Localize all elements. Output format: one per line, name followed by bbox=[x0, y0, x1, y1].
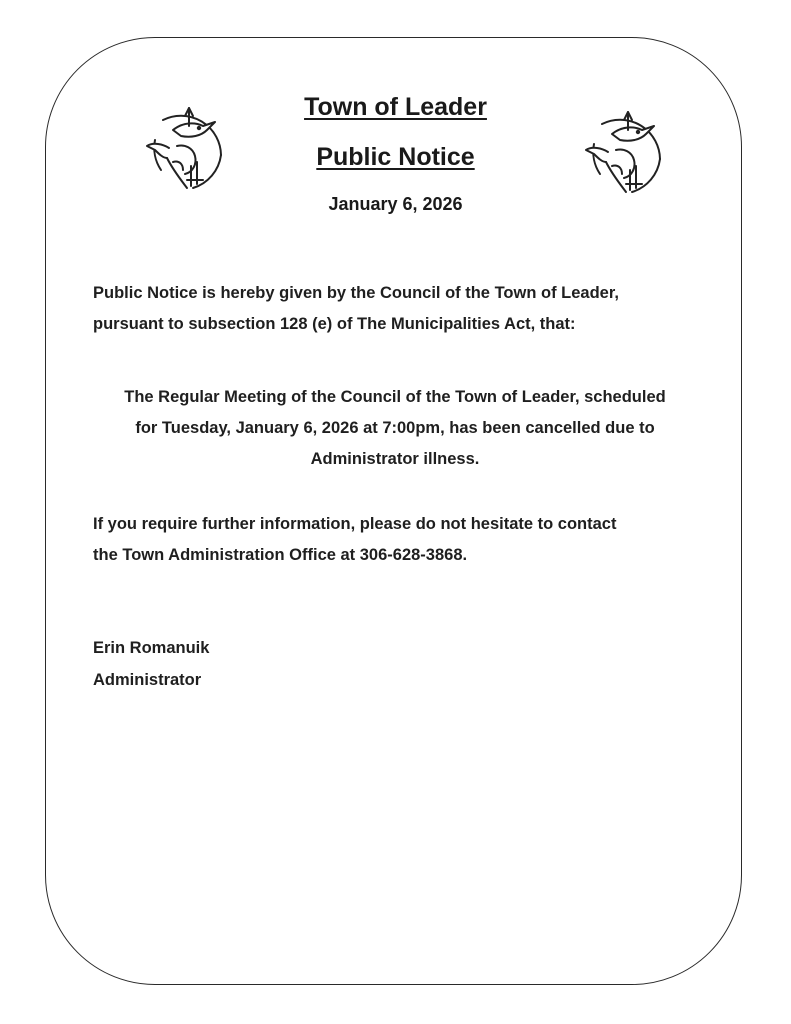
paragraph-line: Administrator illness. bbox=[310, 450, 480, 468]
paragraph-line: The Regular Meeting of the Council of the Town of Leader, scheduled bbox=[124, 388, 666, 406]
paragraph-line: pursuant to subsection 128 (e) of The Municipalities Act, that: bbox=[93, 315, 576, 333]
page-title: Town of Leader bbox=[304, 93, 487, 121]
notice-paragraph-contact bbox=[93, 509, 713, 571]
paragraph-line: Public Notice is hereby given by the Council of the Town of Leader, bbox=[93, 284, 619, 302]
notice-heading: Public Notice bbox=[316, 143, 475, 171]
notice-paragraph-cancellation bbox=[85, 382, 705, 475]
notice-date: January 6, 2026 bbox=[328, 194, 463, 214]
notice-paragraph-intro bbox=[93, 278, 713, 340]
paragraph-line: for Tuesday, January 6, 2026 at 7:00pm, has been cancelled due to bbox=[135, 419, 655, 437]
signatory-title: Administrator bbox=[93, 671, 202, 689]
paragraph-line: the Town Administration Office at 306-628-3868. bbox=[93, 546, 468, 564]
paragraph-line: If you require further information, please do not hesitate to contact bbox=[93, 515, 617, 533]
signatory-name: Erin Romanuik bbox=[93, 639, 210, 657]
